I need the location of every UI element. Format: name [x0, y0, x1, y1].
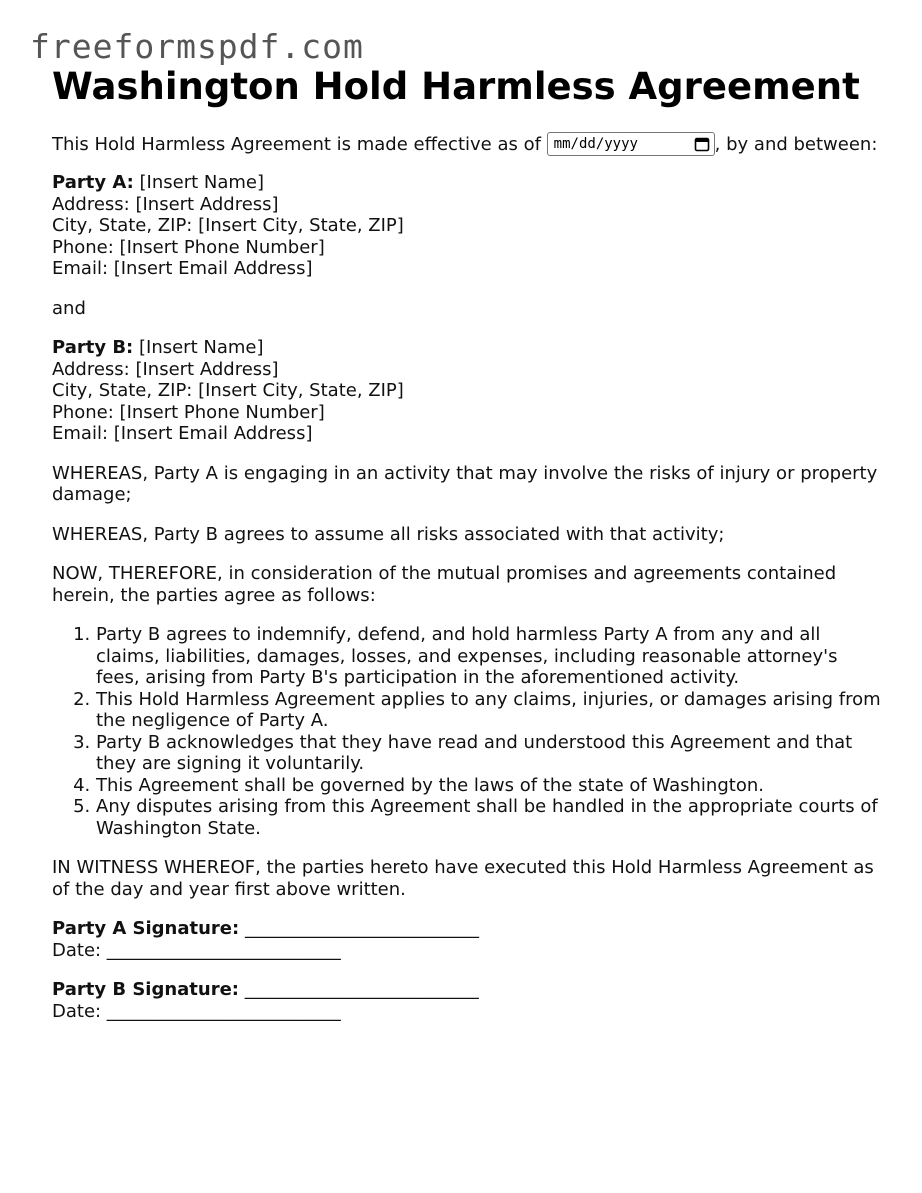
party-b-signature-block: [52, 979, 882, 1022]
intro-paragraph: [52, 132, 882, 158]
date-placeholder: mm/dd/yyyy: [553, 136, 638, 152]
whereas-clause-1: WHEREAS, Party A is engaging in an activity that may involve the risks of injury or property damage;: [52, 462, 878, 505]
witness-clause: IN WITNESS WHEREOF, the parties hereto have executed this Hold Harmless Agreement as of the day and year first above written.: [52, 857, 874, 900]
party-a-name: [Insert Name]: [133, 172, 265, 193]
party-b-address: Address: [Insert Address]: [52, 358, 279, 380]
party-a-block: [52, 172, 882, 280]
party-a-label: Party A:: [52, 172, 134, 193]
party-a-signature-line: __________________________: [239, 918, 479, 939]
party-b-signature-line: __________________________: [239, 979, 479, 1000]
party-a-phone: Phone: [Insert Phone Number]: [52, 236, 325, 258]
and-text: and: [52, 297, 86, 319]
party-b-email: Email: [Insert Email Address]: [52, 423, 313, 444]
party-b-city: City, State, ZIP: [Insert City, State, ZIP]: [52, 380, 404, 401]
party-a-address: Address: [Insert Address]: [52, 193, 279, 215]
list-item: 1. Party B agrees to indemnify, defend, and hold harmless Party A from any and all claims, liabilities, damages, losses, and expenses, including reasonable attorney's fees, arising from Party B's participation in the aforementioned activity.: [96, 624, 882, 689]
party-a-signature-label: Party A Signature:: [52, 918, 240, 939]
party-b-signature-label: Party B Signature:: [52, 979, 240, 1000]
now-therefore-clause: NOW, THEREFORE, in consideration of the mutual promises and agreements contained herein, the parties agree as follows:: [52, 563, 837, 606]
party-b-phone: Phone: [Insert Phone Number]: [52, 401, 325, 423]
party-a-date-line: Date: __________________________: [52, 939, 341, 961]
party-a-city: City, State, ZIP: [Insert City, State, ZIP]: [52, 215, 404, 236]
party-a-email: Email: [Insert Email Address]: [52, 258, 313, 279]
terms-list: [52, 624, 882, 839]
intro-text-before: This Hold Harmless Agreement is made effective as of: [52, 134, 547, 155]
intro-text-after: , by and between:: [714, 134, 878, 155]
list-item: 2. This Hold Harmless Agreement applies to any claims, injuries, or damages arising from the negligence of Party A.: [96, 689, 882, 732]
party-a-signature-block: [52, 918, 882, 961]
watermark: freeformspdf.com: [30, 27, 364, 66]
calendar-icon[interactable]: [694, 136, 710, 152]
party-b-label: Party B:: [52, 337, 134, 358]
list-item: 3. Party B acknowledges that they have read and understood this Agreement and that they are signing it voluntarily.: [96, 732, 882, 775]
party-b-block: [52, 337, 882, 445]
agreement-body: [52, 132, 882, 1040]
list-item: 5. Any disputes arising from this Agreement shall be handled in the appropriate courts of Washington State.: [96, 796, 882, 839]
effective-date-input[interactable]: [547, 132, 715, 156]
whereas-clause-2: WHEREAS, Party B agrees to assume all risks associated with that activity;: [52, 523, 725, 545]
document-title: Washington Hold Harmless Agreement: [52, 65, 860, 108]
party-b-date-line: Date: __________________________: [52, 1000, 341, 1022]
party-b-name: [Insert Name]: [133, 337, 264, 358]
list-item: 4. This Agreement shall be governed by the laws of the state of Washington.: [96, 775, 882, 797]
